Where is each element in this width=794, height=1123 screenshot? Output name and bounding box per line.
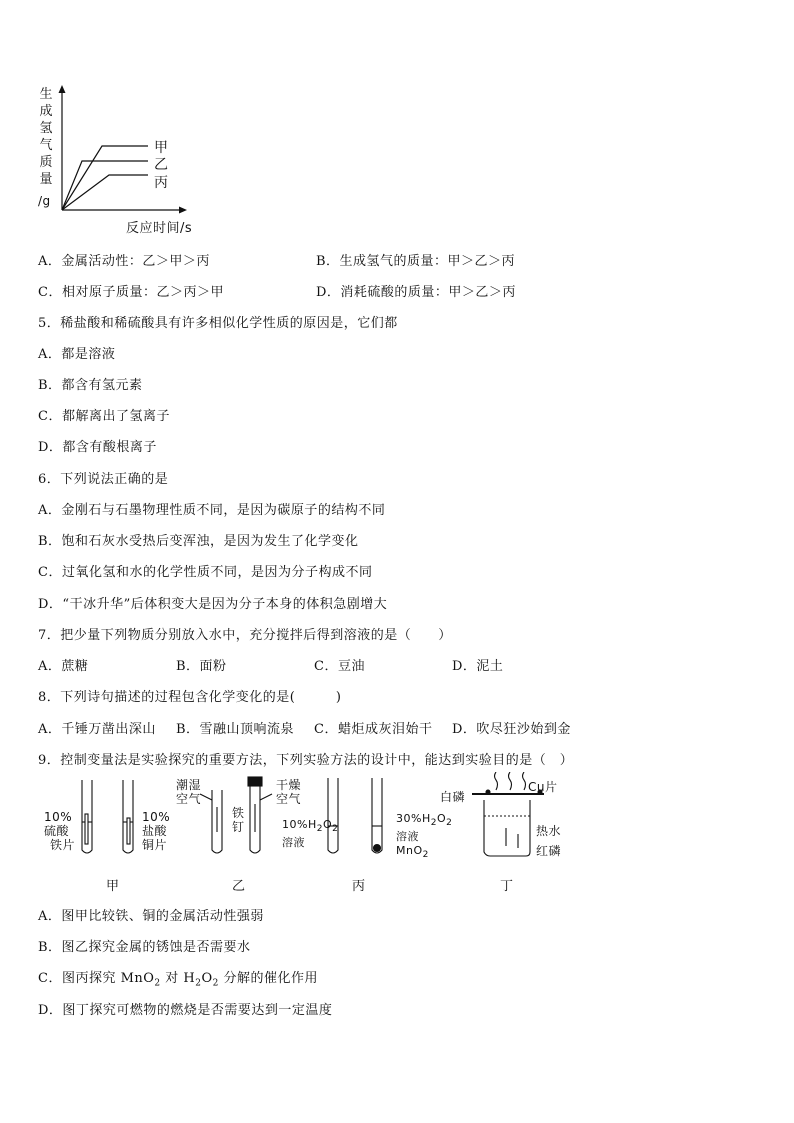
q4-option-c: C．相对原子质量：乙＞丙＞甲 bbox=[38, 285, 224, 300]
fig-ding-cu: Cu片 bbox=[528, 780, 558, 794]
q7-option-c: C．豆油 bbox=[314, 659, 365, 674]
q5-option-a: A．都是溶液 bbox=[38, 347, 116, 362]
fig-bing-right-label: $30\%H_2O_2$ 溶液 MnO$_2$ bbox=[396, 812, 453, 861]
fig-ding-caption: 丁 bbox=[500, 879, 514, 894]
q4-option-b: B．生成氢气的质量：甲＞乙＞丙 bbox=[316, 254, 516, 269]
q5-stem: 5．稀盐酸和稀硫酸具有许多相似化学性质的原因是，它们都 bbox=[38, 316, 398, 331]
q8-option-b: B．雪融山顶响流泉 bbox=[176, 722, 295, 737]
q5-option-d: D．都含有酸根离子 bbox=[38, 440, 157, 455]
q6-option-d: D．“干冰升华”后体积变大是因为分子本身的体积急剧增大 bbox=[38, 597, 388, 612]
fig-yi-wet-label: 潮湿 空气 bbox=[176, 778, 202, 806]
fig-ding-hot-water: 热水 bbox=[536, 824, 562, 838]
graph-y-label: 生 成 氢 气 质 量 bbox=[39, 87, 53, 187]
q9-option-d: D．图丁探究可燃物的燃烧是否需要达到一定温度 bbox=[38, 1003, 333, 1018]
fig-yi-nail-label: 铁 钉 bbox=[232, 806, 245, 834]
q5-option-c: C．都解离出了氢离子 bbox=[38, 409, 170, 424]
fig-bing-caption: 丙 bbox=[352, 879, 366, 894]
graph-x-label: 反应时间/s bbox=[126, 221, 193, 236]
fig-jia-left-labels: 10% 硫酸 铁片 bbox=[44, 810, 76, 852]
q6-stem: 6．下列说法正确的是 bbox=[38, 472, 169, 487]
q7-stem: 7．把少量下列物质分别放入水中，充分搅拌后得到溶液的是（ ） bbox=[38, 628, 452, 643]
q9-stem: 9．控制变量法是实验探究的重要方法，下列实验方法的设计中，能达到实验目的是（ ） bbox=[38, 753, 574, 768]
series-label-yi: 乙 bbox=[154, 157, 169, 173]
fig-jia-caption: 甲 bbox=[106, 879, 120, 894]
series-label-bing: 丙 bbox=[154, 175, 169, 191]
q9-option-b: B．图乙探究金属的锈蚀是否需要水 bbox=[38, 940, 251, 955]
hydrogen-mass-graph bbox=[30, 82, 210, 237]
q5-option-b: B．都含有氢元素 bbox=[38, 378, 143, 393]
fig-yi-caption: 乙 bbox=[232, 879, 246, 894]
q7-option-a: A．蔗糖 bbox=[38, 659, 89, 674]
q4-option-a: A．金属活动性：乙＞甲＞丙 bbox=[38, 254, 210, 269]
q8-option-d: D．吹尽狂沙始到金 bbox=[452, 722, 571, 737]
q8-stem: 8．下列诗句描述的过程包含化学变化的是( ) bbox=[38, 690, 342, 705]
series-bing-line bbox=[62, 175, 148, 210]
fig-ding-red-p: 红磷 bbox=[536, 844, 562, 858]
series-yi-line bbox=[62, 161, 148, 210]
fig-yi-dry-label: 干燥 空气 bbox=[276, 778, 302, 806]
q9-option-c: C．图丙探究 MnO$_2$ 对 $H_2O_2$ 分解的催化作用 bbox=[38, 971, 319, 989]
fig-ding-white-p: 白磷 bbox=[440, 790, 466, 804]
q6-option-a: A．金刚石与石墨物理性质不同，是因为碳原子的结构不同 bbox=[38, 503, 386, 518]
fig-jia-right-labels: 10% 盐酸 铜片 bbox=[142, 810, 171, 852]
fig-bing-left-label: $10\%H_2O_2$ 溶液 bbox=[282, 818, 339, 850]
fig-jia-tubes bbox=[82, 780, 133, 853]
graph-y-unit: /g bbox=[38, 194, 51, 208]
q6-option-b: B．饱和石灰水受热后变浑浊，是因为发生了化学变化 bbox=[38, 534, 359, 549]
q7-option-d: D．泥土 bbox=[452, 659, 504, 674]
q6-option-c: C．过氧化氢和水的化学性质不同，是因为分子构成不同 bbox=[38, 565, 373, 580]
q9-option-a: A．图甲比较铁、铜的金属活动性强弱 bbox=[38, 909, 264, 924]
q8-option-c: C．蜡炬成灰泪始干 bbox=[314, 722, 433, 737]
q8-option-a: A．千锤万凿出深山 bbox=[38, 722, 156, 737]
series-label-jia: 甲 bbox=[154, 140, 169, 156]
q7-option-b: B．面粉 bbox=[176, 659, 227, 674]
q4-option-d: D．消耗硫酸的质量：甲＞乙＞丙 bbox=[316, 285, 516, 300]
